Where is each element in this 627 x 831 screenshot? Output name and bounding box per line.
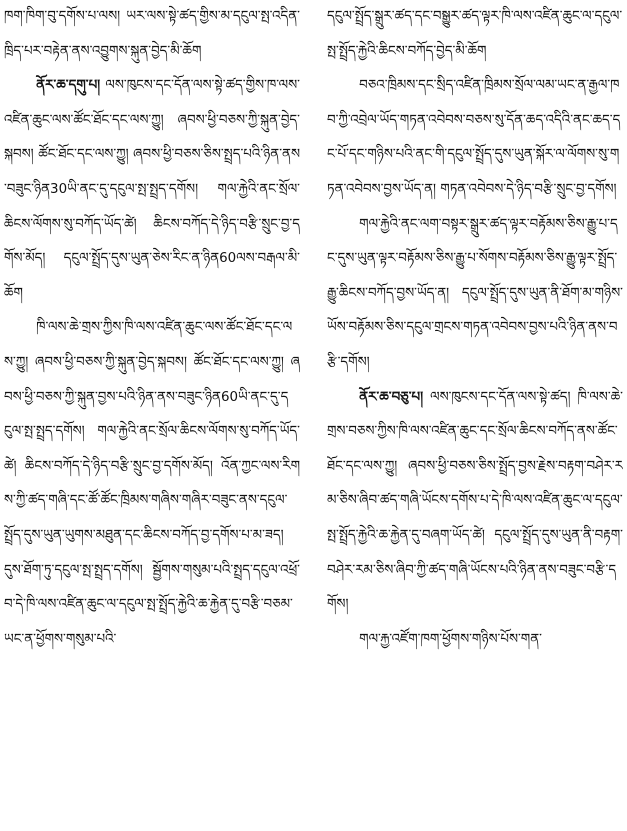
right-column [327,0,623,831]
paragraph [327,69,623,207]
paragraph-text: ལས་ཁུངས་དང་དོན་ལས་སྟེ་ཚད། ཁི་ལས་ཆེ་གྲས་བཅས་ཀྱིས་ཁི་ལས་འཛིན་ཆུང་དང་སྲོལ་ཆིངས་བཀོད་ནས་ཚོང་ཐོང་དང་ལས་ཀྱུ། ཞབས་ཕྱི་བཅས་ཅིས་སྤྲོད་བྱས་རྗེས་བརྟག་བཤེར་རམ་ཅིས་ཞིབ་ཚད་གཞི་ཡོངས་དགོས་པ་དེ་ཁི་ལས་འཛིན་ཆུང་ལ་དངུལ་སྤ་སྤྲོད་རྐྱེའི་ཆ་རྐྱེན་དུ་བཞག་ཡོད་ཚེ། དངུལ་སྤྲོད་དུས་ཡུན་ནི་བརྟག་བཤེར་རམ་ཅིས་ཞིབ་ཀྱི་ཚད་གཞི་ཡོངས་པའི་ཉིན་ནས་བཟུང་བརྩི་དགོས། [327,389,623,613]
paragraph-text: ཁི་ལས་ཆེ་གྲས་ཀྱིས་ཁི་ལས་འཛིན་ཆུང་ལས་ཚོང་ཐོང་དང་ལས་ཀྱུ། ཞབས་ཕྱི་བཅས་ཀྱི་སྐུན་བྱེད་སྐབས། ཚོང་ཐོང་དང་ལས་ཀྱུ། ཞབས་ཕྱི་བཅས་ཀྱི་སྐུན་བྱས་པའི་ཉིན་ནས་བཟུང་ཉིན60ཡི་ནང་དུ་དངུལ་སྤ་སྤྲད་དགོས། གལ་རྐྱེའི་ནང་སྲོལ་ཆིངས་ལོགས་སུ་བཀོད་ཡོད་ཚེ། ཆིངས་བཀོད་དེ་ཉིད་བརྩི་སྲུང་བྱ་དགོས་མོད། འོན་ཀྱང་ལས་རིགས་ཀྱི་ཚད་གཞི་དང་ཚོ་ཚོང་ཁྲིམས་གཞིས་གཞིར་བཟུང་ནས་དངུལ་སྤྲོད་དུས་ཡུན་ཡུགས་མཐུན་དང་ཆིངས་བཀོད་བྱ་དགོས་པ་མ་ཟད། དུས་ཐོག་ཏུ་དངུལ་སྤ་སྤྲད་དགོས། སྦྱོགས་གསུམ་པའི་སྤྲད་དངུལ་འཕྲོ་བ་དེ་ཁི་ལས་འཛིན་ཆུང་ལ་དངུལ་སྤ་སྤྲོད་རྐྱེའི་ཆ་རྐྱེན་དུ་བརྩི་བཅམ་ཡང་ན་ཕྱོགས་གསུམ་པའི་ [4,320,300,647]
paragraph [327,381,623,623]
left-column [4,0,300,831]
paragraph [4,69,300,311]
paragraph [4,0,300,69]
paragraph [327,208,623,381]
paragraph-text: གལ་རྐྱ་འཛོག་ཁག་ཕྱོགས་གཉིས་པོས་གན་ [359,631,542,647]
article-heading: ནོར་ཆ་བཅུ་པ། [359,389,424,405]
paragraph-text: ཁག་ཁིག་བུ་དགོས་པ་ལས། ཡར་ལས་སྟེ་ཚད་གྱིས་མ་དངུལ་སྤ་འདིན་ཁྲིད་པར་བརྟེན་ནས་འབྱུགས་སྐུན་བྱེད་མི་ཆོག [4,9,300,59]
paragraph-text: ལས་ཁུངས་དང་དོན་ལས་སྟེ་ཚད་གྱིས་ཁ་ལས་འཛིན་ཆུང་ལས་ཚོང་ཐོང་དང་ལས་ཀྱུ། ཞབས་ཕྱི་བཅས་ཀྱི་སྐུན་བྱེད་སྐབས། ཚོང་ཐོང་དང་ལས་ཀྱུ། ཞབས་ཕྱི་བཅས་ཅིས་སྤྲད་པའི་ཉིན་ནས་བཟུང་ཉིན30ཡི་ནང་དུ་དངུལ་སྤ་སྤྲད་དགོས། གལ་རྐྱེའི་ནང་སྲོལ་ཆིངས་ལོགས་སུ་བཀོད་ཡོད་ཚེ། ཆིངས་བཀོད་དེ་ཉིད་བརྩི་སྲུང་བྱ་དགོས་མོད། དངུལ་སྤྲོད་དུས་ཡུན་ཅེས་རིང་ན་ཉིན60ལས་བརྒལ་མི་ཆོག [4,78,300,301]
paragraph [327,0,623,69]
article-heading: ནོར་ཆ་དགུ་པ། [36,78,101,94]
paragraph-text: གལ་རྐྱེའི་ནང་ལག་བསྟར་སྒྲུར་ཚད་ལྟར་བརྟོམས་ཅིས་རྒྱུ་པ་དང་དུས་ཡུན་ལྟར་བརྟོམས་ཅིས་རྒྱུ་པ་སོགས་བརྟོམས་ཅིས་རྒྱུ་ལྟར་སྤྲོད་རྒྱུ་ཆིངས་བཀོད་བྱས་ཡོད་ན། དངུལ་སྤྲོད་དུས་ཡུན་ནི་ཐོག་མ་གཉིས་ཡོས་བརྟོམས་ཅིས་དངུལ་གྲངས་གཏན་འབེབས་བྱས་པའི་ཉིན་ནས་བརྩི་དགོས། [327,216,623,370]
paragraph [4,311,300,657]
paragraph [327,623,623,658]
paragraph-text: བཅའ་ཁྲིམས་དང་སྲིད་འཛིན་ཁྲིམས་སྲོལ་ལམ་ཡང་ན་རྒྱལ་ཁབ་ཀྱི་འབྲེལ་ཡོད་གཏན་འབེབས་བཅས་སུ་དོན་ཆད་འདིའི་ནང་ཆད་དང་པོ་དང་གཉིས་པའི་ནང་གི་དངུལ་སྤྲོད་དུས་ཡུན་སྐོར་ལ་ལོགས་སུ་གཏན་འབེབས་བྱས་ཡོད་ན། གཏན་འབེབས་དེ་ཉིད་བརྩི་སྲུང་བྱ་དགོས། [327,78,621,197]
paragraph-text: དངུལ་སྤྲོད་སྒྲུར་ཚད་དང་བསྒྱུར་ཚད་ལྟར་ཁི་ལས་འཛིན་ཆུང་ལ་དངུལ་སྤ་སྤྲོད་རྐྱེའི་ཆིངས་བཀོད་བྱེད་མི་ཆོག [327,9,623,59]
